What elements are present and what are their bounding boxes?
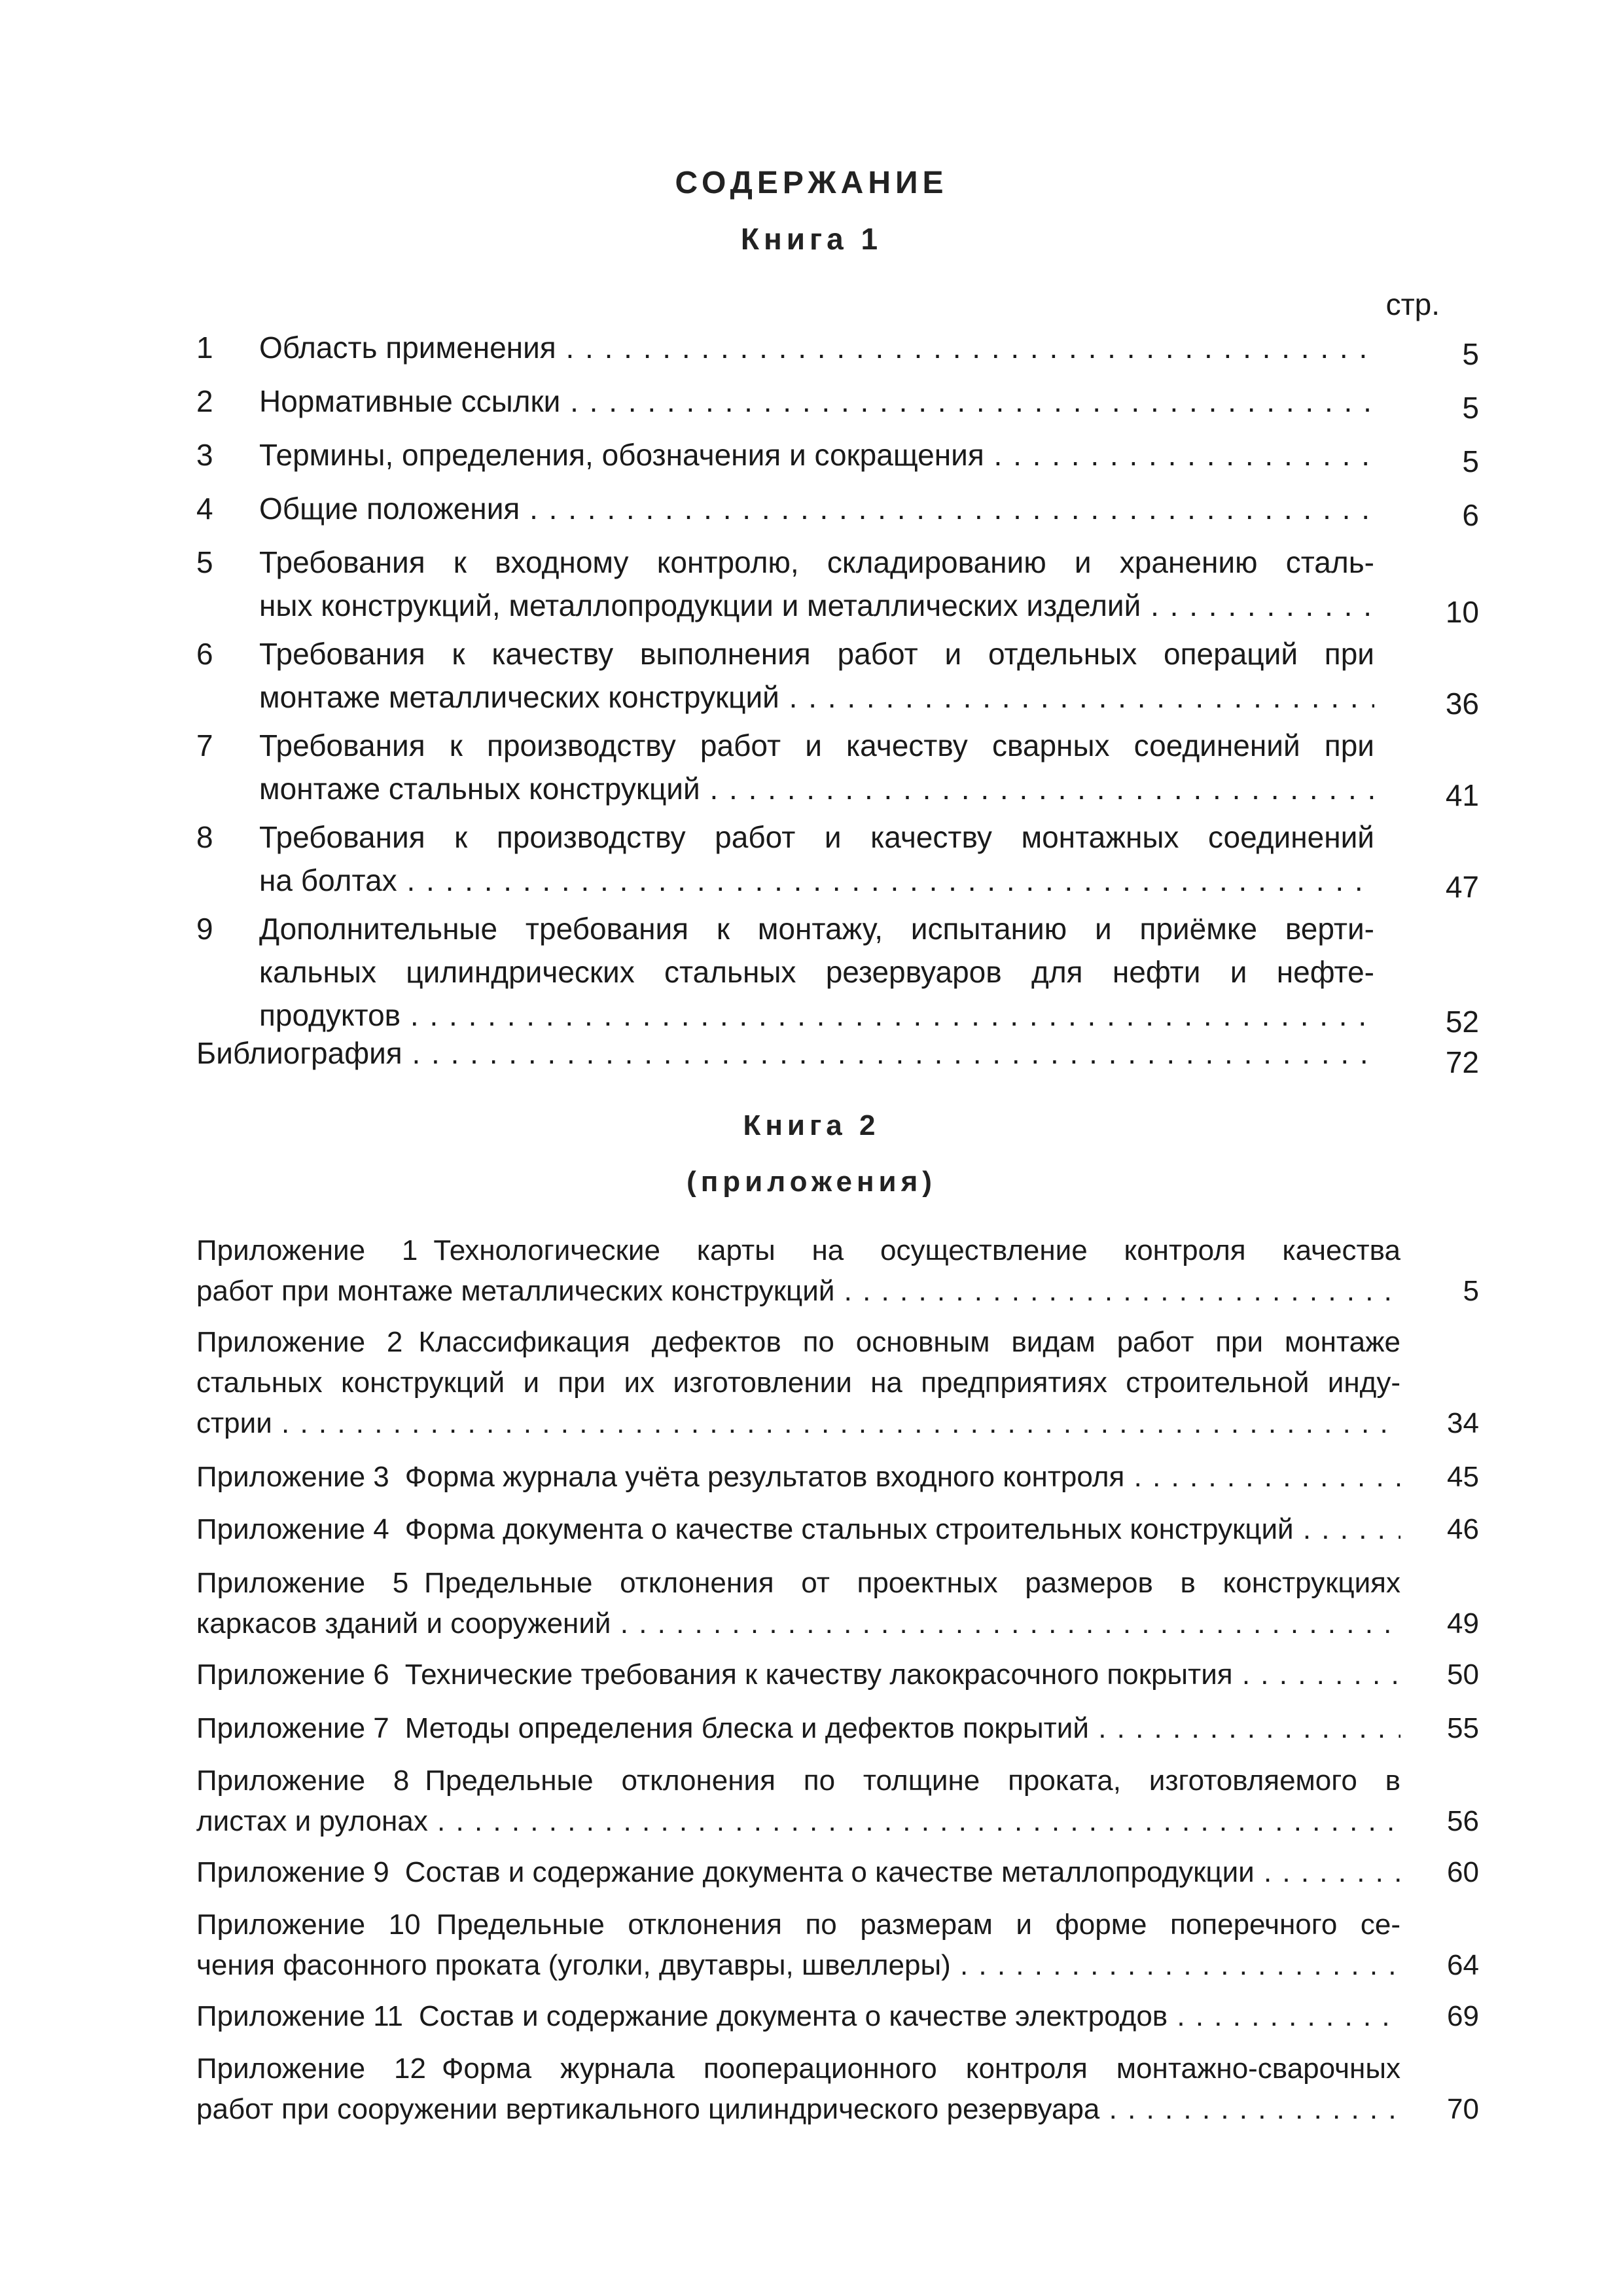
title-line: ных конструкций, металлопродукции и металлических изделий . . . bbox=[259, 584, 1374, 627]
section-title bbox=[259, 632, 1374, 719]
section-title bbox=[259, 724, 1374, 810]
appendix-title bbox=[196, 2049, 1400, 2130]
title-line: Приложение 8 Предельные отклонения по толщине проката, изготовляемого в bbox=[196, 1765, 1400, 1797]
title-line: Приложение 5 Предельные отклонения от проектных размеров в конструкциях bbox=[196, 1567, 1400, 1599]
title-line: Требования к качеству выполнения работ и отдельных операций при bbox=[259, 637, 1374, 671]
page-number: 5 bbox=[1463, 1275, 1479, 1307]
appendix-title bbox=[196, 1230, 1400, 1312]
appendix-title bbox=[196, 1509, 1400, 1550]
section-title bbox=[259, 433, 1374, 476]
title-line: работ при сооружении вертикального цилиндрического резервуара . . . bbox=[196, 2089, 1400, 2130]
page-number: 64 bbox=[1447, 1949, 1479, 1981]
page-number: 36 bbox=[1445, 687, 1479, 721]
appendix-label: Приложение 10 bbox=[196, 1909, 421, 1941]
section-number: 2 bbox=[196, 384, 213, 418]
page-number: 69 bbox=[1447, 2000, 1479, 2032]
title-line: Библиография . . . bbox=[196, 1031, 1374, 1075]
title-line: чения фасонного проката (уголки, двутавры, швеллеры) . . . bbox=[196, 1945, 1400, 1986]
title-line: продуктов . . . bbox=[259, 994, 1374, 1037]
appendix-label: Приложение 11 bbox=[196, 2000, 403, 2032]
appendix-label: Приложение 8 bbox=[196, 1765, 410, 1797]
section-title bbox=[259, 380, 1374, 423]
page-number: 47 bbox=[1445, 870, 1479, 904]
appendix-title bbox=[196, 1905, 1400, 1986]
title-line: Приложение 10 Предельные отклонения по размерам и форме поперечного се- bbox=[196, 1909, 1400, 1941]
title-line: Дополнительные требования к монтажу, испытанию и приёмке верти- bbox=[259, 912, 1374, 946]
title-line: Приложение 9 Состав и содержание документа о качестве металлопродукции . . . bbox=[196, 1852, 1400, 1893]
book2-subheading: (приложения) bbox=[687, 1166, 936, 1198]
appendix-title bbox=[196, 1655, 1400, 1695]
section-number: 5 bbox=[196, 545, 213, 579]
appendix-label: Приложение 4 bbox=[196, 1513, 389, 1545]
page-number: 41 bbox=[1445, 778, 1479, 812]
section-number: 4 bbox=[196, 492, 213, 526]
title-line: Приложение 3 Форма журнала учёта результатов входного контроля . . . bbox=[196, 1457, 1400, 1498]
title-line: Приложение 6 Технические требования к качеству лакокрасочного покрытия . . . bbox=[196, 1655, 1400, 1695]
section-number: 9 bbox=[196, 912, 213, 946]
section-title bbox=[259, 487, 1374, 530]
section-title bbox=[259, 907, 1374, 1037]
appendix-title bbox=[196, 1852, 1400, 1893]
appendix-title bbox=[196, 1457, 1400, 1498]
title-line: листах и рулонах . . . bbox=[196, 1801, 1400, 1842]
appendix-label: Приложение 3 bbox=[196, 1461, 389, 1493]
page-number: 10 bbox=[1445, 595, 1479, 629]
title-line: на болтах . . . bbox=[259, 859, 1374, 902]
appendix-title bbox=[196, 1563, 1400, 1644]
section-number: 8 bbox=[196, 820, 213, 854]
appendix-label: Приложение 1 bbox=[196, 1234, 418, 1266]
appendix-label: Приложение 7 bbox=[196, 1712, 389, 1744]
title-line: Приложение 2 Классификация дефектов по основным видам работ при монтаже bbox=[196, 1326, 1400, 1358]
section-title bbox=[259, 326, 1374, 369]
title-line: Приложение 4 Форма документа о качестве стальных строительных конструкций . . . bbox=[196, 1509, 1400, 1550]
title-line: Нормативные ссылки . . . bbox=[259, 380, 1374, 423]
page-number: 34 bbox=[1447, 1407, 1479, 1439]
page-number: 52 bbox=[1445, 1005, 1479, 1039]
book1-heading: Книга 1 bbox=[740, 222, 883, 256]
appendix-label: Приложение 9 bbox=[196, 1856, 389, 1888]
appendix-label: Приложение 2 bbox=[196, 1326, 403, 1358]
page-number: 5 bbox=[1462, 337, 1479, 371]
title-line: монтаже стальных конструкций . . . bbox=[259, 767, 1374, 810]
title-line: Область применения . . . bbox=[259, 326, 1374, 369]
title-line: кальных цилиндрических стальных резервуаров для нефти и нефте- bbox=[259, 955, 1374, 989]
book2-heading: Книга 2 bbox=[743, 1109, 880, 1141]
appendix-label: Приложение 12 bbox=[196, 2053, 426, 2085]
page-number: 45 bbox=[1447, 1461, 1479, 1493]
page-number: 56 bbox=[1447, 1805, 1479, 1837]
page-number: 6 bbox=[1462, 498, 1479, 532]
title-line: каркасов зданий и сооружений . . . bbox=[196, 1604, 1400, 1644]
section-title bbox=[259, 816, 1374, 902]
page-number: 70 bbox=[1447, 2093, 1479, 2125]
title-line: монтаже металлических конструкций . . . bbox=[259, 675, 1374, 719]
section-number: 7 bbox=[196, 728, 213, 762]
appendix-title bbox=[196, 1761, 1400, 1842]
page-number: 5 bbox=[1462, 444, 1479, 478]
title-line: Приложение 12 Форма журнала пооперационного контроля монтажно-сварочных bbox=[196, 2053, 1400, 2085]
title-line: стальных конструкций и при их изготовлении на предприятиях строительной инду- bbox=[196, 1367, 1400, 1399]
page-title: СОДЕРЖАНИЕ bbox=[675, 166, 948, 200]
section-number: 1 bbox=[196, 331, 213, 365]
section-title bbox=[196, 1031, 1374, 1075]
page-number: 55 bbox=[1447, 1712, 1479, 1744]
section-number: 3 bbox=[196, 438, 213, 472]
title-line: Требования к производству работ и качеству сварных соединений при bbox=[259, 728, 1374, 762]
page-number: 49 bbox=[1447, 1607, 1479, 1640]
page-column-label: стр. bbox=[1385, 287, 1440, 321]
page-number: 72 bbox=[1445, 1045, 1479, 1079]
title-line: Требования к входному контролю, складированию и хранению сталь- bbox=[259, 545, 1374, 579]
section-title bbox=[259, 541, 1374, 627]
page-number: 60 bbox=[1447, 1856, 1479, 1888]
appendix-label: Приложение 5 bbox=[196, 1567, 409, 1599]
appendix-label: Приложение 6 bbox=[196, 1659, 389, 1691]
title-line: стрии . . . bbox=[196, 1403, 1400, 1444]
title-line: Приложение 1 Технологические карты на осуществление контроля качества bbox=[196, 1234, 1400, 1266]
appendix-title bbox=[196, 1708, 1400, 1749]
page-number: 46 bbox=[1447, 1513, 1479, 1545]
appendix-title bbox=[196, 1996, 1400, 2037]
title-line: Приложение 11 Состав и содержание документа о качестве электродов . . . bbox=[196, 1996, 1400, 2037]
page-number: 5 bbox=[1462, 391, 1479, 425]
title-line: Приложение 7 Методы определения блеска и дефектов покрытий . . . bbox=[196, 1708, 1400, 1749]
title-line: Общие положения . . . bbox=[259, 487, 1374, 530]
appendix-title bbox=[196, 1322, 1400, 1444]
section-number: 6 bbox=[196, 637, 213, 671]
page-number: 50 bbox=[1447, 1659, 1479, 1691]
title-line: Требования к производству работ и качеству монтажных соединений bbox=[259, 820, 1374, 854]
title-line: работ при монтаже металлических конструкций . . . bbox=[196, 1271, 1400, 1312]
title-line: Термины, определения, обозначения и сокращения . . . bbox=[259, 433, 1374, 476]
